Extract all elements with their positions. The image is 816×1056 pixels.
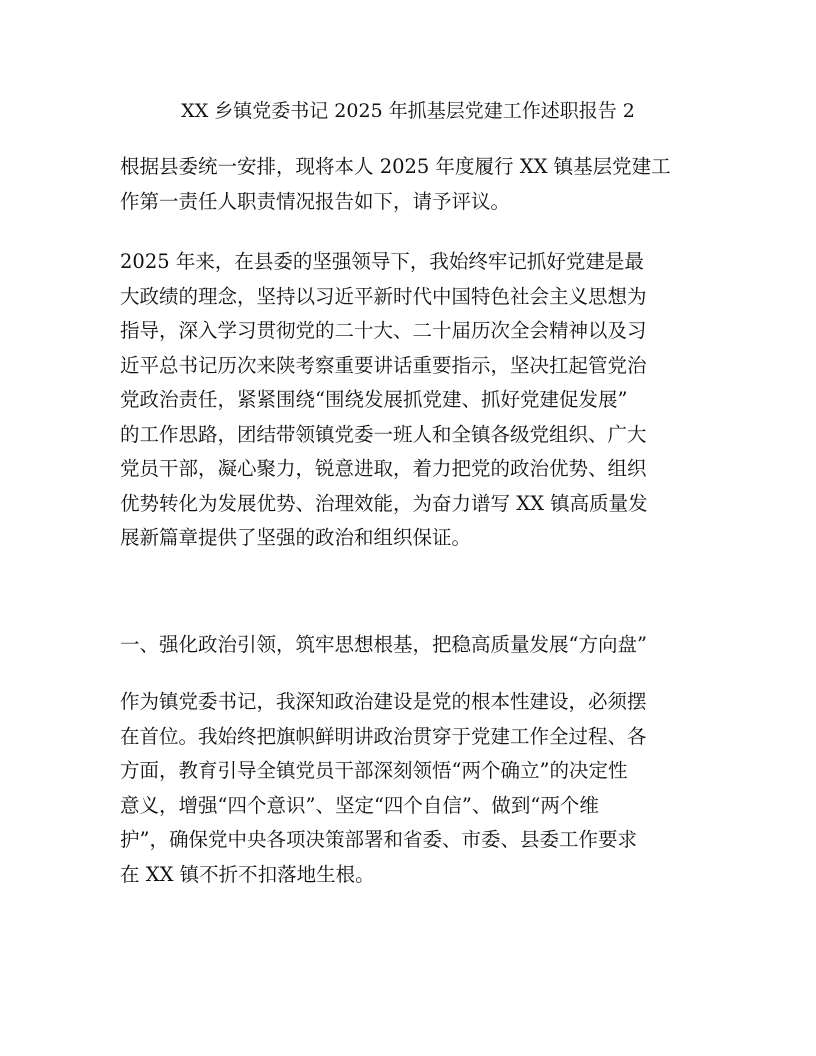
text-line: 大政绩的理念，坚持以习近平新时代中国特色社会主义思想为 — [120, 284, 647, 308]
intro-paragraph — [120, 150, 720, 219]
text-line: 作为镇党委书记，我深知政治建设是党的根本性建设，必须摆 — [120, 690, 647, 713]
text-line: 方面，教育引导全镇党员干部深刻领悟“两个确立”的决定性 — [120, 759, 628, 782]
summary-paragraph — [120, 245, 720, 556]
text-line: 的工作思路，团结带领镇党委一班人和全镇各级党组织、广大 — [120, 422, 647, 446]
text-line: 意义，增强“四个意识”、坚定“四个自信”、做到“两个维 — [120, 793, 599, 817]
section-heading — [120, 628, 720, 663]
text-line: 党政治责任，紧紧围绕“围绕发展抓党建、抓好党建促发展” — [120, 388, 628, 411]
section-paragraph — [120, 685, 720, 892]
text-line: 2025 年来，在县委的坚强领导下，我始终牢记抓好党建是最 — [120, 250, 644, 273]
section-heading-text: 一、强化政治引领，筑牢思想根基，把稳高质量发展“方向盘” — [120, 633, 647, 656]
text-line: 近平总书记历次来陕考察重要讲话重要指示，坚决扛起管党治 — [120, 353, 647, 377]
text-line: 根据县委统一安排，现将本人 2025 年度履行 XX 镇基层党建工 — [120, 155, 671, 178]
text-line: 展新篇章提供了坚强的政治和组织保证。 — [120, 526, 472, 549]
text-line: 党员干部，凝心聚力，锐意进取，着力把党的政治优势、组织 — [120, 457, 647, 480]
text-line: 在首位。我始终把旗帜鲜明讲政治贯穿于党建工作全过程、各 — [120, 724, 647, 748]
text-line: 优势转化为发展优势、治理效能，为奋力谱写 XX 镇高质量发 — [120, 491, 648, 515]
text-line: 作第一责任人职责情况报告如下，请予评议。 — [120, 189, 511, 213]
text-line: 护”，确保党中央各项决策部署和省委、市委、县委工作要求 — [120, 828, 637, 851]
text-line: 指导，深入学习贯彻党的二十大、二十届历次全会精神以及习 — [120, 319, 647, 342]
text-line: 在 XX 镇不折不扣落地生根。 — [120, 862, 375, 886]
document-title: XX 乡镇党委书记 2025 年抓基层党建工作述职报告 2 — [181, 100, 635, 122]
